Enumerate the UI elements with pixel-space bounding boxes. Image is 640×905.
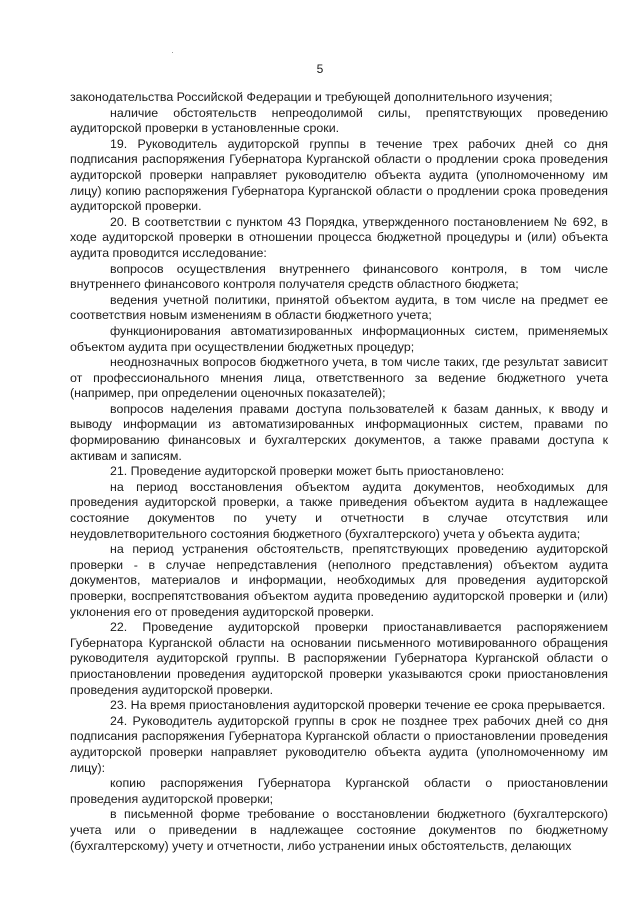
paragraph-item-21: 21. Проведение аудиторской проверки может быть приостановлено: (110, 464, 505, 479)
paragraph-item-22: 22. Проведение аудиторской проверки приостанавливается распоряжением Губернатора Курганской области на основании письменного мотивированного обращения руководителя аудиторской группы. В распоряжении Губернатора Курганской области о приостановлении проведения аудиторской проверки указываются сроки приостановления проведения аудиторской проверки. (70, 620, 608, 697)
paragraph: законодательства Российской Федерации и требующей дополнительного изучения; (70, 90, 553, 104)
paragraph: копию распоряжения Губернатора Курганской области о приостановлении проведения аудиторской проверки; (70, 776, 608, 806)
page-number: 5 (316, 62, 324, 76)
paragraph-item-23: 23. На время приостановления аудиторской проверки течение ее срока прерывается. (110, 698, 606, 713)
document-body (70, 90, 608, 854)
paragraph-item-19: 19. Руководитель аудиторской группы в течение трех рабочих дней со дня подписания распоряжения Губернатора Курганской области о продлении срока проведения аудиторской проверки направляет руководителю объекта аудита (уполномоченному им лицу) копию распоряжения Губернатора Курганской области о продлении срока проведения аудиторской проверки. (70, 136, 608, 214)
paragraph-item-24: 24. Руководитель аудиторской группы в срок не позднее трех рабочих дней со дня подписания распоряжения Губернатора Курганской области о приостановлении проведения аудиторской проверки направляет руководителю объекта аудита (уполномоченному им лицу): (70, 713, 608, 775)
paragraph: на период восстановления объектом аудита документов, необходимых для проведения аудиторской проверки, а также приведения объектом аудита в надлежащее состояние документов по учету и отчетности в случае отсутствия или неудовлетворительного состояния бюджетного (бухгалтерского) учета у объекта аудита; (70, 479, 608, 541)
paragraph: вопросов осуществления внутреннего финансового контроля, в том числе внутреннего финансового контроля получателя средств областного бюджета; (70, 261, 608, 292)
paragraph-item-20: 20. В соответствии с пунктом 43 Порядка, утвержденного постановлением № 692, в ходе аудиторской проверки в отношении процесса бюджетной процедуры и (или) объекта аудита проводится исследование: (70, 214, 608, 260)
paragraph: ведения учетной политики, принятой объектом аудита, в том числе на предмет ее соответствия новым изменениям в области бюджетного учета; (70, 292, 608, 323)
paragraph: наличие обстоятельств непреодолимой силы, препятствующих проведению аудиторской проверки в установленные сроки. (70, 105, 608, 136)
paragraph: функционирования автоматизированных информационных систем, применяемых объектом аудита при осуществлении бюджетных процедур; (70, 323, 608, 354)
paragraph: вопросов наделения правами доступа пользователей к базам данных, к вводу и выводу информации из автоматизированных информационных систем, правами по формированию финансовых и бухгалтерских документов, а также правами доступа к активам и записям. (70, 401, 608, 463)
paragraph: неоднозначных вопросов бюджетного учета, в том числе таких, где результат зависит от профессионального мнения лица, ответственного за ведение бюджетного учета (например, при определении оценочных показателей); (70, 355, 608, 401)
paragraph: на период устранения обстоятельств, препятствующих проведению аудиторской проверки - в случае непредставления (неполного представления) объектом аудита документов, материалов и информации, необходимых для проведения аудиторской проверки, воспрепятствования объектом аудита проведению аудиторской проверки и (или) уклонения его от проведения аудиторской проверки. (70, 542, 608, 619)
paragraph: в письменной форме требование о восстановлении бюджетного (бухгалтерского) учета или о приведении в надлежащее состояние документов по бюджетному (бухгалтерскому) учету и отчетности, либо устранении иных обстоятельств, делающих (70, 807, 608, 853)
scan-speck (172, 52, 173, 53)
